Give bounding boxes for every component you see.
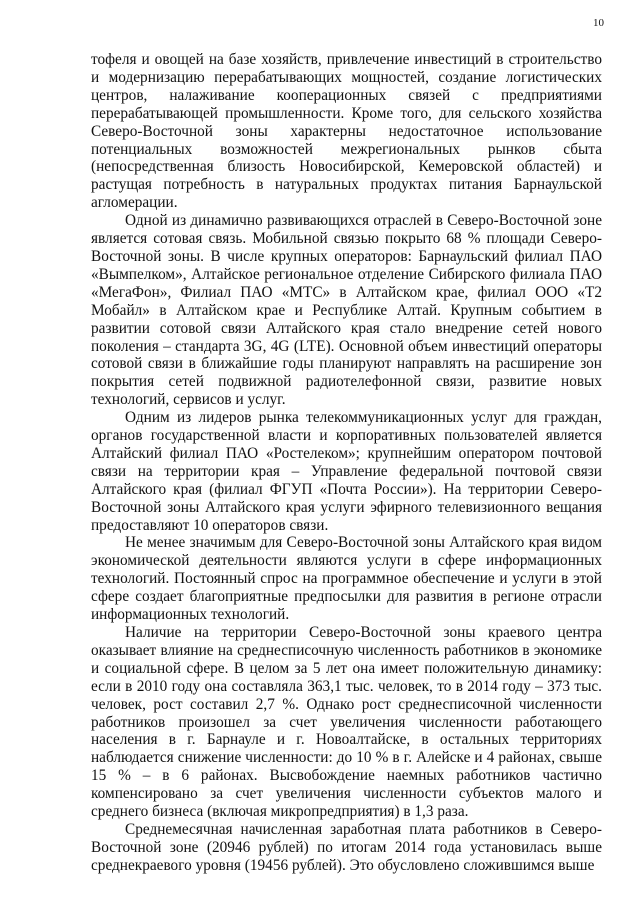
paragraph-3: Одним из лидеров рынка телекоммуникационных услуг для граждан, органов государственной власти и корпоративных пользователей является Алтайский филиал ПАО «Ростелеком»; крупнейшим оператором почтовой связи на территории края – Управление федеральной почтовой связи Алтайского края (филиал ФГУП «Почта России»). На территории Северо-Восточной зоны Алтайского края услуги эфирного телевизионного вещания предоставляют 10 операторов связи. — [91, 409, 602, 534]
paragraph-2: Одной из динамично развивающихся отраслей в Северо-Восточной зоне является сотовая связь. Мобильной связью покрыто 68 % площади Северо-Восточной зоны. В числе крупных операторов: Барнаульский филиал ПАО «Вымпелком», Алтайское региональное отделение Сибирского филиала ПАО «МегаФон», Филиал ПАО «МТС» в Алтайском крае, филиал ООО «Т2 Мобайл» в Алтайском крае и Республике Алтай. Крупным событием в развитии сотовой связи Алтайского края стало внедрение сетей нового поколения – стандарта 3G, 4G (LTE). Основной объем инвестиций операторы сотовой связи в ближайшие годы планируют направлять на расширение зон покрытия сетей подвижной радиотелефонной связи, развитие новых технологий, сервисов и услуг. — [91, 212, 602, 409]
paragraph-5: Наличие на территории Северо-Восточной зоны краевого центра оказывает влияние на среднесписочную численность работников в экономике и социальной сфере. В целом за 5 лет она имеет положительную динамику: если в 2010 году она составляла 363,1 тыс. человек, то в 2014 году – 373 тыс. человек, рост составил 2,7 %. Однако рост среднесписочной численности работников произошел за счет увеличения численности работающего населения в г. Барнауле и г. Новоалтайске, в остальных территориях наблюдается снижение численности: до 10 % в г. Алейске и 4 районах, свыше 15 % – в 6 районах. Высвобождение наемных работников частично компенсировано за счет увеличения численности субъектов малого и среднего бизнеса (включая микропредприятия) в 1,3 раза. — [91, 624, 602, 821]
document-body — [91, 51, 602, 875]
page-number: 10 — [593, 17, 604, 29]
paragraph-4: Не менее значимым для Северо-Восточной зоны Алтайского края видом экономической деятельности являются услуги в сфере информационных технологий. Постоянный спрос на программное обеспечение и услуги в этой сфере создает благоприятные предпосылки для развития в регионе отрасли информационных технологий. — [91, 534, 602, 624]
paragraph-1: тофеля и овощей на базе хозяйств, привлечение инвестиций в строительство и модернизацию перерабатывающих мощностей, создание логистических центров, налаживание кооперационных связей с предприятиями перерабатывающей промышленности. Кроме того, для сельского хозяйства Северо-Восточной зоны характерны недостаточное использование потенциальных возможностей межрегиональных рынков сбыта (непосредственная близость Новосибирской, Кемеровской областей) и растущая потребность в натуральных продуктах питания Барнаульской агломерации. — [91, 51, 602, 212]
paragraph-6: Среднемесячная начисленная заработная плата работников в Северо-Восточной зоне (20946 рублей) по итогам 2014 года установилась выше среднекраевого уровня (19456 рублей). Это обусловлено сложившимся выше — [91, 820, 602, 874]
